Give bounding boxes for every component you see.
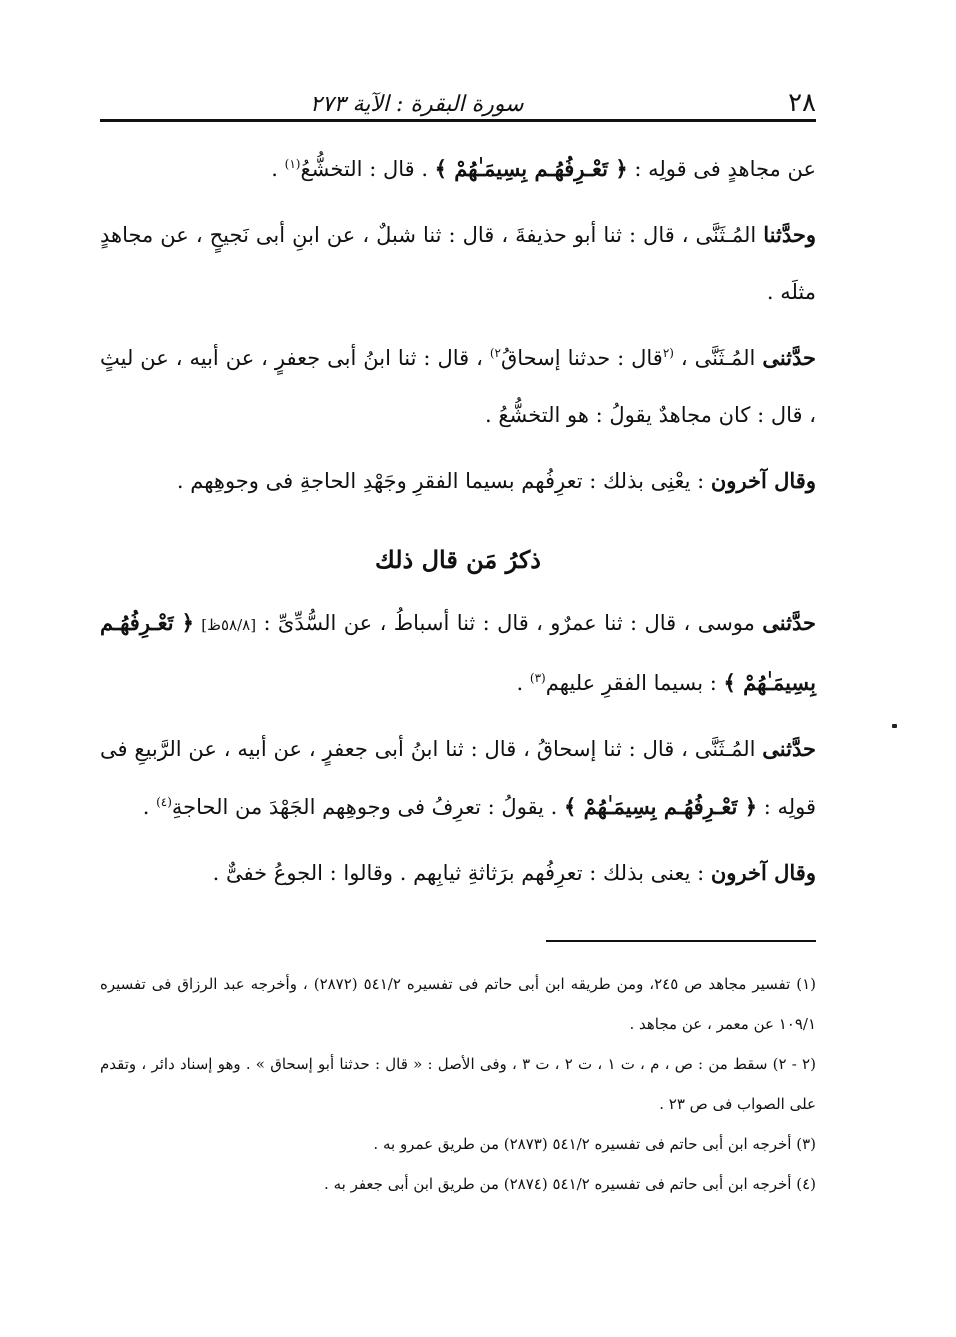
section-heading: ذكرُ مَن قال ذلك xyxy=(375,545,541,574)
paragraph-text: موسى ، قال : ثنا عمرٌو ، قال : ثنا أسباطُ ، عن السُّدِّىِّ : xyxy=(256,611,763,635)
paragraph-text: . يقولُ : تعرِفُ فى وجوهِهم الجَهْدَ من الحاجةِ xyxy=(171,795,565,819)
book-page xyxy=(100,70,816,1204)
narration-lead: حدَّثنى xyxy=(762,345,817,370)
paragraph-text: المُـثَنَّى ، xyxy=(673,346,763,370)
footnote-ref-2-end[interactable]: ٢) xyxy=(489,346,501,360)
paragraph-text: . xyxy=(271,157,285,181)
footnote-ref-2-start[interactable]: (٢ xyxy=(662,346,674,360)
narration-lead: حدَّثنى xyxy=(762,736,816,761)
footnotes xyxy=(100,964,816,1204)
paragraph-text: قال : حدثنا إسحاقُ xyxy=(500,346,663,370)
footnote-ref-4[interactable]: (٤) xyxy=(156,795,172,809)
paragraph-text: : بسيما الفقرِ عليهم xyxy=(545,671,724,695)
footnote-1: (١) تفسير مجاهد ص ٢٤٥، ومن طريقه ابن أبى حاتم فى تفسيره ٥٤١/٢ (٢٨٧٢) ، وأخرجه عبد الرزاق فى تفسيره ١٠٩/١ عن معمر ، عن مجاهد . xyxy=(100,975,817,1033)
footnote-4: (٤) أخرجه ابن أبى حاتم فى تفسيره ٥٤١/٢ (٢٨٧٤) من طريق ابن أبى جعفر به . xyxy=(324,1175,816,1193)
quran-quote: ﴿ تَعْـرِفُهُـم بِسِيمَـٰهُمْ ﴾ xyxy=(564,794,758,819)
paragraph-text: . xyxy=(142,795,157,819)
narration-lead: حدَّثنى xyxy=(762,610,816,635)
paragraph-text: : يعْنِى بذلك : تعرِفُهم بسيما الفقرِ وجَهْدِ الحاجةِ فى وجوهِهم . xyxy=(176,469,705,493)
narration-lead: وحدَّثنا xyxy=(763,222,816,247)
paragraph-text: ، قال : ثنا ابنُ أبى جعفرٍ ، عن أبيه ، عن ليثٍ ، قال : كان مجاهدٌ يقولُ : هو التخشُّعُ . xyxy=(100,346,816,427)
paragraph-7 xyxy=(100,844,816,902)
page-header xyxy=(100,70,816,122)
footnote-divider xyxy=(546,940,816,942)
paragraph-2 xyxy=(100,206,816,321)
paragraph-3 xyxy=(100,329,816,444)
paragraph-6 xyxy=(100,720,816,836)
paragraph-text: المُـثَنَّى ، قال : ثنا إسحاقُ ، قال : ثنا ابنُ أبى جعفرٍ ، عن أبيه ، عن الرَّبيعِ فى قولِه : xyxy=(100,737,816,819)
footnote-3: (٣) أخرجه ابن أبى حاتم فى تفسيره ٥٤١/٢ (٢٨٧٣) من طريق عمرو به . xyxy=(373,1135,816,1153)
paragraph-4 xyxy=(100,452,816,510)
running-title: سورة البقرة : الآية ٢٧٣ xyxy=(310,92,524,117)
footnote-ref-1[interactable]: (١) xyxy=(284,157,301,171)
paragraph-5 xyxy=(100,594,816,712)
paragraph-text: : يعنى بذلك : تعرِفُهم برَثاثةِ ثيابِهم . وقالوا : الجوعُ خفىٌّ . xyxy=(212,861,705,885)
paragraph-text: . xyxy=(516,671,530,695)
narration-lead: وقال آخرون xyxy=(710,860,816,885)
footnote-2: (٢ - ٢) سقط من : ص ، م ، ت ١ ، ت ٢ ، ت ٣ ، وفى الأصل : « قال : حدثنا أبو إسحاق » . وهو إسناد دائر ، وتقدم على الصواب فى ص ٢٣ . xyxy=(100,1055,816,1113)
page-number: ٢٨ xyxy=(788,88,816,118)
paragraph-1 xyxy=(100,140,816,198)
manuscript-folio-note: [٥٨/٨ظ] xyxy=(201,616,257,634)
paragraph-text: . قال : التخشُّعُ xyxy=(300,157,435,181)
paragraph-text: عن مجاهدٍ فى قولِه : xyxy=(627,157,816,181)
narration-lead: وقال آخرون xyxy=(710,468,816,493)
quran-quote: ﴿ تَعْـرِفُهُـم بِسِيمَـٰهُمْ ﴾ xyxy=(434,156,628,181)
margin-mark xyxy=(892,724,897,728)
quran-quote: ﴿ تَعْـرِفُهُـم بِسِيمَـٰهُمْ ﴾ xyxy=(100,610,816,695)
footnote-ref-3[interactable]: (٣) xyxy=(529,671,546,685)
paragraph-text: المُـثَنَّى ، قال : ثنا أبو حذيفةَ ، قال : ثنا شبلٌ ، عن ابنِ أبى نَجيحٍ ، عن مجاهدٍ مثلَه . xyxy=(100,223,816,304)
